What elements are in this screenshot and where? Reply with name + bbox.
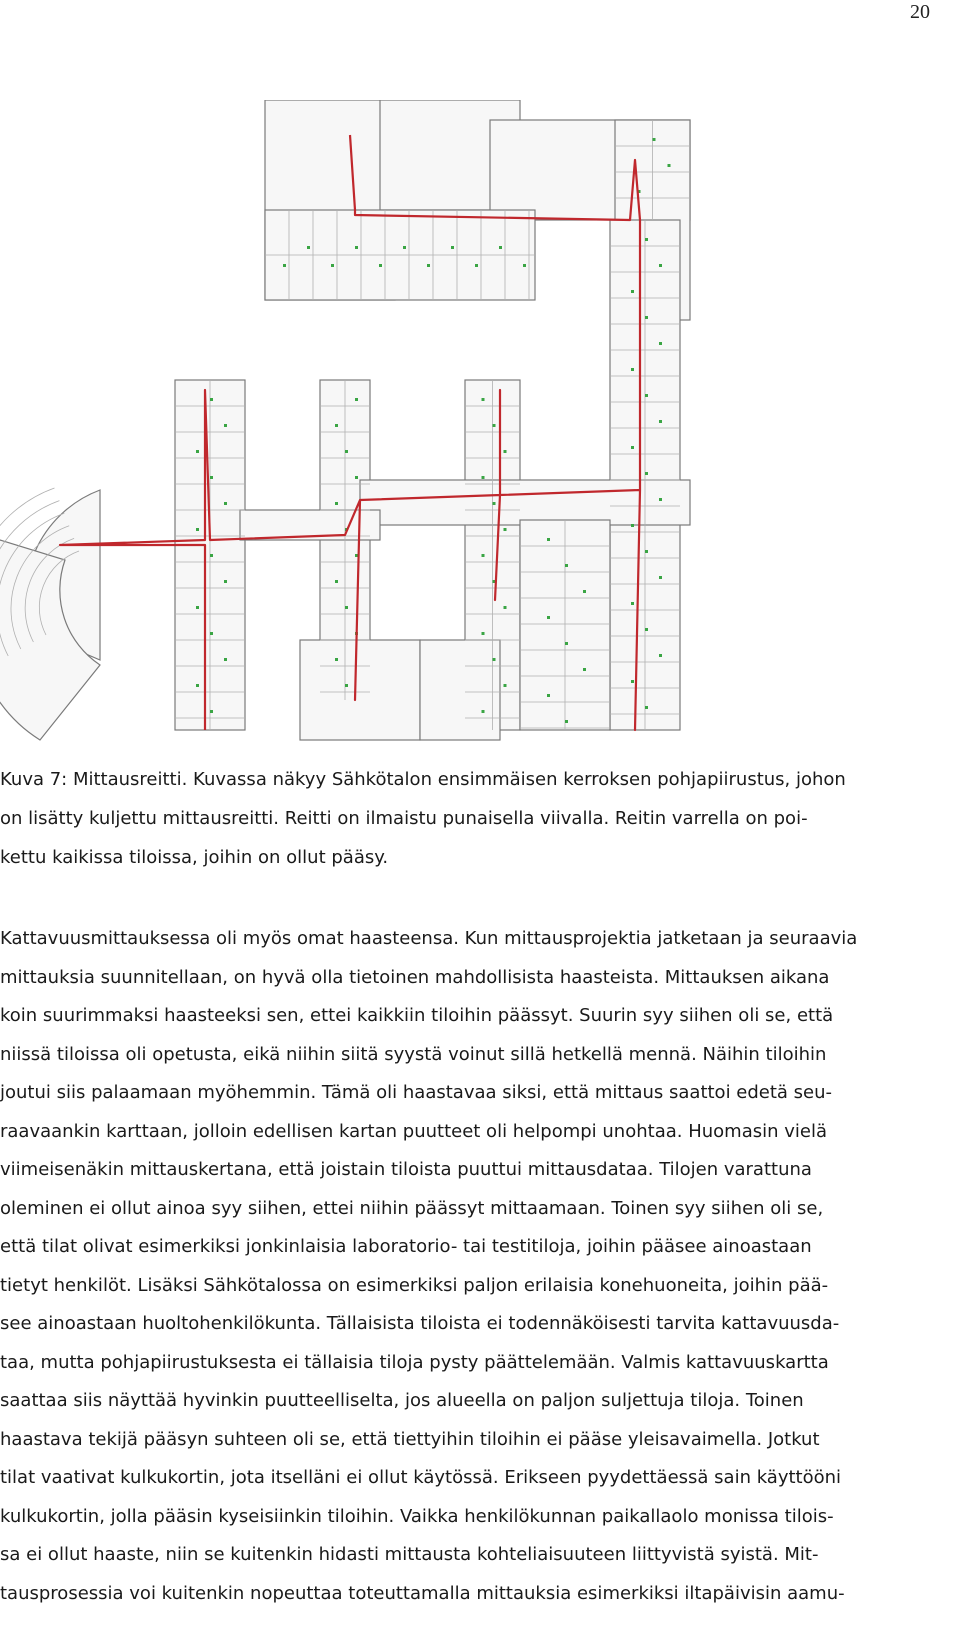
measurement-point-marker <box>631 602 634 605</box>
floor-plan-figure <box>0 100 720 760</box>
measurement-point-marker <box>565 564 568 567</box>
caption-line: Kuva 7: Mittausreitti. Kuvassa näkyy Sähkötalon ensimmäisen kerroksen pohjapiirustus, johon <box>0 769 846 790</box>
measurement-point-marker <box>427 264 430 267</box>
measurement-point-marker <box>335 658 338 661</box>
text-line: raavaankin karttaan, jolloin edellisen kartan puutteet oli helpompi unohtaa. Huomasin vielä <box>0 1120 827 1142</box>
page-number: 20 <box>910 1 930 23</box>
measurement-point-marker <box>504 684 507 687</box>
measurement-point-marker <box>210 554 213 557</box>
measurement-point-marker <box>345 450 348 453</box>
measurement-point-marker <box>645 472 648 475</box>
measurement-point-marker <box>482 554 485 557</box>
measurement-point-marker <box>645 628 648 631</box>
text-line: saattaa siis näyttää hyvinkin puutteelliselta, jos alueella on paljon suljettuja tiloja. Toinen <box>0 1390 804 1411</box>
measurement-point-marker <box>482 632 485 635</box>
floor-plan-drawing <box>0 100 720 760</box>
measurement-point-marker <box>645 238 648 241</box>
measurement-point-marker <box>224 424 227 427</box>
text-line: koin suurimmaksi haasteeksi sen, ettei kaikkiin tiloihin päässyt. Suurin syy siihen oli se, että <box>0 1005 834 1026</box>
caption-line: on lisätty kuljettu mittausreitti. Reitti on ilmaistu punaisella viivalla. Reitin varrella on poi- <box>0 808 808 829</box>
measurement-point-marker <box>631 446 634 449</box>
measurement-point-marker <box>224 658 227 661</box>
measurement-point-marker <box>504 606 507 609</box>
measurement-point-marker <box>583 590 586 593</box>
measurement-point-marker <box>504 450 507 453</box>
measurement-point-marker <box>335 502 338 505</box>
measurement-point-marker <box>451 246 454 249</box>
measurement-point-marker <box>668 164 671 167</box>
measurement-point-marker <box>307 246 310 249</box>
measurement-point-marker <box>355 246 358 249</box>
measurement-point-marker <box>583 668 586 671</box>
body-paragraph <box>0 920 950 1613</box>
measurement-point-marker <box>224 580 227 583</box>
text-line: mittauksia suunnitellaan, on hyvä olla tietoinen mahdollisista haasteista. Mittauksen aikana <box>0 966 830 988</box>
measurement-point-marker <box>345 606 348 609</box>
measurement-point-marker <box>659 264 662 267</box>
text-line: Kattavuusmittauksessa oli myös omat haasteensa. Kun mittausprojektia jatketaan ja seuraavia <box>0 928 858 949</box>
text-line: haastava tekijä pääsyn suhteen oli se, että tiettyihin tiloihin ei pääse yleisavaimella. Jotkut <box>0 1428 820 1450</box>
measurement-point-marker <box>345 684 348 687</box>
measurement-point-marker <box>379 264 382 267</box>
measurement-point-marker <box>196 606 199 609</box>
measurement-point-marker <box>547 694 550 697</box>
text-line: kulkukortin, jolla pääsin kyseisiinkin tiloihin. Vaikka henkilökunnan paikallaolo monissa tilois- <box>0 1505 834 1527</box>
measurement-point-marker <box>335 580 338 583</box>
measurement-point-marker <box>547 538 550 541</box>
measurement-point-marker <box>482 476 485 479</box>
measurement-point-marker <box>565 720 568 723</box>
measurement-point-marker <box>355 398 358 401</box>
measurement-point-marker <box>645 394 648 397</box>
measurement-point-marker <box>475 264 478 267</box>
measurement-point-marker <box>631 524 634 527</box>
measurement-point-marker <box>659 654 662 657</box>
text-line: joutui siis palaamaan myöhemmin. Tämä oli haastavaa siksi, että mittaus saattoi edetä seu- <box>0 1082 833 1103</box>
measurement-point-marker <box>403 246 406 249</box>
measurement-point-marker <box>210 710 213 713</box>
measurement-point-marker <box>482 710 485 713</box>
text-line: taa, mutta pohjapiirustuksesta ei tällaisia tiloja pysty päättelemään. Valmis kattavuuskartta <box>0 1351 829 1373</box>
text-line: niissä tiloissa oli opetusta, eikä niihin siitä syystä voinut sillä hetkellä mennä. Näihin tiloihin <box>0 1043 827 1065</box>
measurement-point-marker <box>631 290 634 293</box>
measurement-point-marker <box>659 576 662 579</box>
measurement-point-marker <box>631 680 634 683</box>
measurement-point-marker <box>493 502 496 505</box>
measurement-point-marker <box>482 398 485 401</box>
measurement-point-marker <box>331 264 334 267</box>
measurement-point-marker <box>493 658 496 661</box>
text-line: sa ei ollut haaste, niin se kuitenkin hidasti mittausta kohteliaisuuteen liittyvistä syistä. Mit- <box>0 1544 819 1565</box>
text-line: tausprosessia voi kuitenkin nopeuttaa toteuttamalla mittauksia esimerkiksi iltapäivisin aamu- <box>0 1582 845 1604</box>
measurement-point-marker <box>659 342 662 345</box>
text-line: tietyt henkilöt. Lisäksi Sähkötalossa on esimerkiksi paljon erilaisia konehuoneita, joihin pää- <box>0 1274 829 1296</box>
measurement-point-marker <box>210 398 213 401</box>
measurement-point-marker <box>504 528 507 531</box>
measurement-point-marker <box>659 498 662 501</box>
measurement-point-marker <box>645 706 648 709</box>
figure-caption <box>0 760 950 877</box>
measurement-point-marker <box>210 476 213 479</box>
measurement-point-marker <box>523 264 526 267</box>
measurement-point-marker <box>547 616 550 619</box>
caption-line: kettu kaikissa tiloissa, joihin on ollut pääsy. <box>0 847 389 868</box>
measurement-point-marker <box>565 642 568 645</box>
measurement-point-marker <box>335 424 338 427</box>
text-line: että tilat olivat esimerkiksi jonkinlaisia laboratorio- tai testitiloja, joihin pääsee ainoastaan <box>0 1236 812 1257</box>
text-line: see ainoastaan huoltohenkilökunta. Tällaisista tiloista ei todennäköisesti tarvita kattavuusda- <box>0 1313 840 1334</box>
measurement-point-marker <box>196 528 199 531</box>
measurement-point-marker <box>210 632 213 635</box>
text-line: oleminen ei ollut ainoa syy siihen, ettei niihin päässyt mittaamaan. Toinen syy siihen oli se, <box>0 1197 824 1219</box>
measurement-point-marker <box>631 368 634 371</box>
text-line: viimeisenäkin mittauskertana, että joistain tiloista puuttui mittausdataa. Tilojen varattuna <box>0 1159 812 1180</box>
measurement-point-marker <box>659 420 662 423</box>
measurement-point-marker <box>493 424 496 427</box>
text-line: tilat vaativat kulkukortin, jota itselläni ei ollut käytössä. Erikseen pyydettäessä sain käyttööni <box>0 1467 842 1488</box>
measurement-point-marker <box>224 502 227 505</box>
measurement-point-marker <box>283 264 286 267</box>
measurement-point-marker <box>355 476 358 479</box>
measurement-point-marker <box>196 684 199 687</box>
measurement-point-marker <box>645 316 648 319</box>
measurement-point-marker <box>499 246 502 249</box>
measurement-point-marker <box>196 450 199 453</box>
measurement-point-marker <box>645 550 648 553</box>
measurement-point-marker <box>653 138 656 141</box>
